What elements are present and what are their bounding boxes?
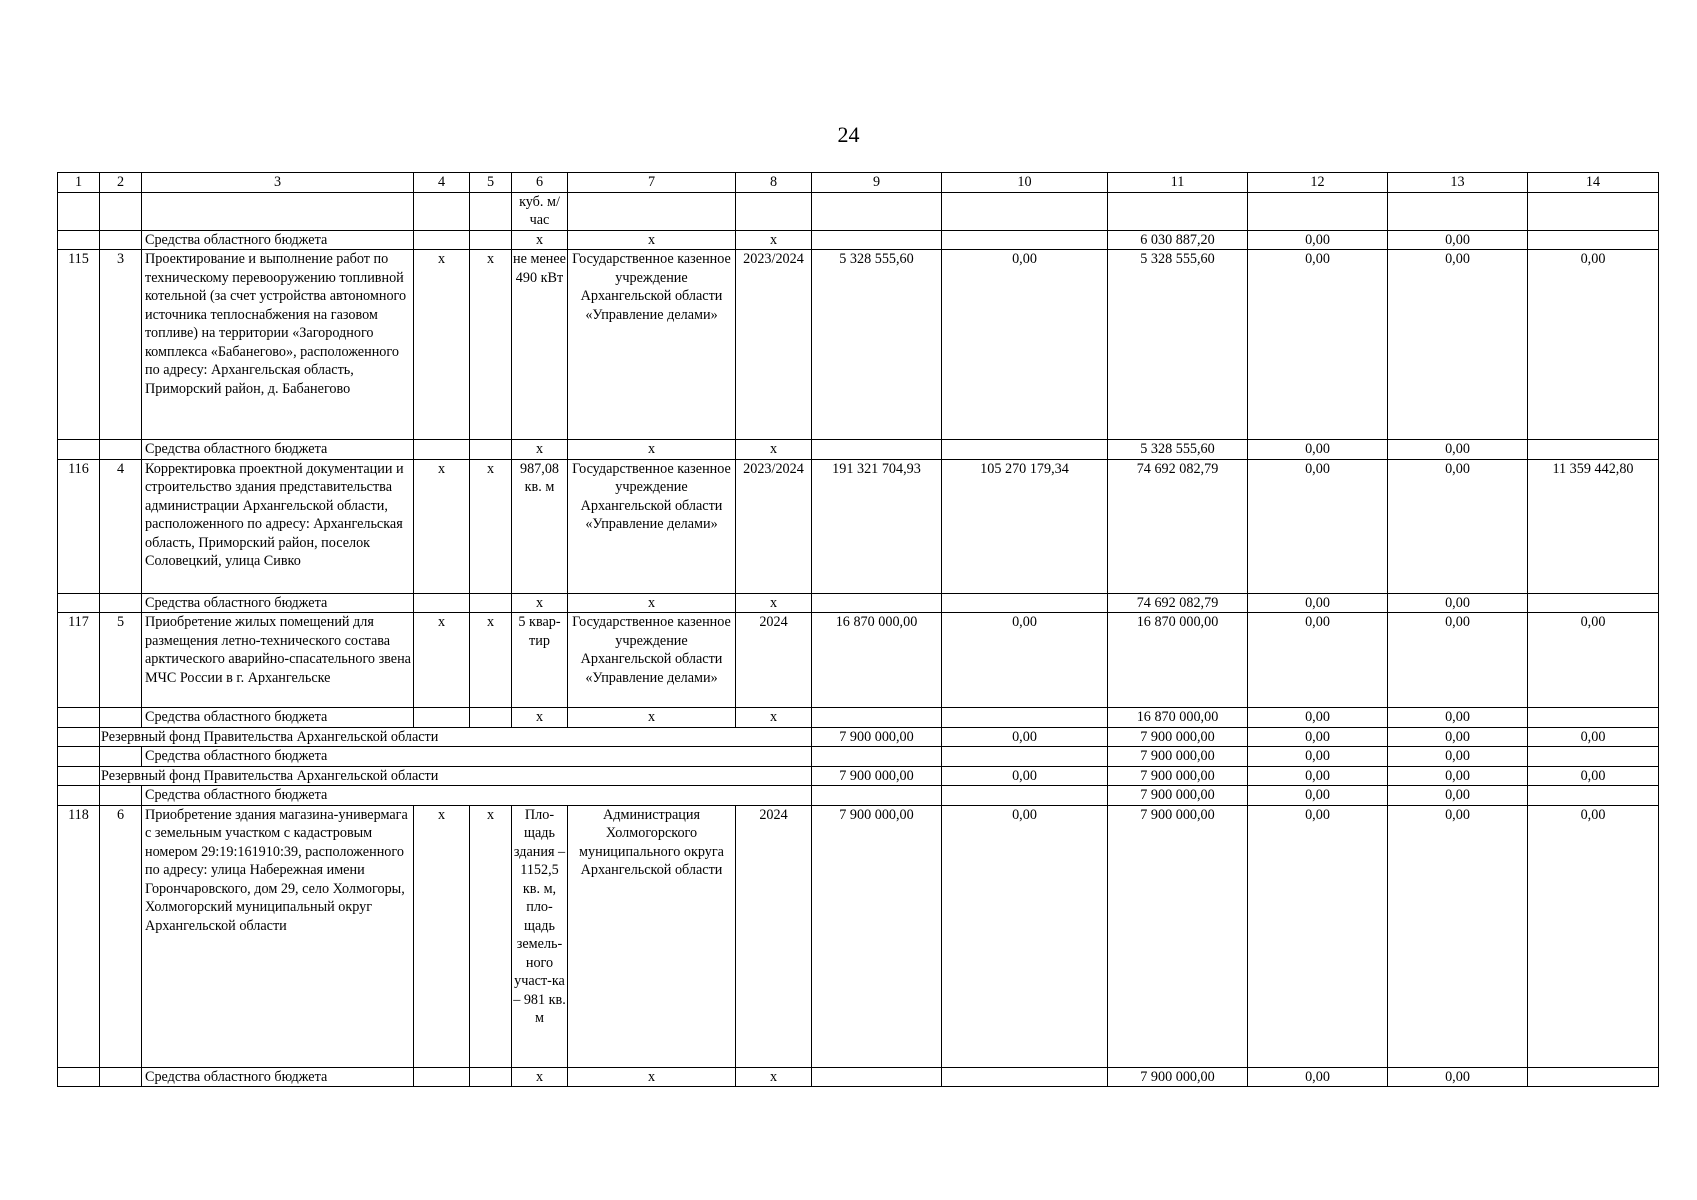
amount-cell: 7 900 000,00 — [1108, 1067, 1248, 1087]
amount-cell: 0,00 — [1388, 459, 1528, 593]
amount-cell: 0,00 — [942, 766, 1108, 786]
capacity-cell: 5 квар-тир — [512, 613, 568, 708]
amount-cell: 0,00 — [1528, 727, 1659, 747]
capacity-cell: Пло-щадь здания – 1152,5 кв. м, пло-щадь земель-ного участ-ка – 981 кв. м — [512, 805, 568, 1067]
amount-cell: 0,00 — [1248, 1067, 1388, 1087]
source-row — [58, 593, 1659, 613]
period-cell: 2024 — [736, 613, 812, 708]
col-header: 3 — [142, 173, 414, 193]
amount-cell: 0,00 — [1388, 766, 1528, 786]
source-row — [58, 786, 1659, 806]
col-header: 9 — [812, 173, 942, 193]
row-number: 117 — [58, 613, 100, 708]
x-mark: х — [414, 250, 470, 440]
x-mark: х — [736, 440, 812, 460]
amount-cell: 0,00 — [942, 805, 1108, 1067]
period-cell: 2023/2024 — [736, 459, 812, 593]
source-label: Средства областного бюджета — [142, 708, 414, 728]
table-row — [58, 459, 1659, 593]
x-mark: х — [568, 593, 736, 613]
item-number: 4 — [100, 459, 142, 593]
amount-cell: 0,00 — [1248, 230, 1388, 250]
amount-cell: 7 900 000,00 — [812, 727, 942, 747]
amount-cell: 0,00 — [1248, 250, 1388, 440]
amount-cell: 5 328 555,60 — [812, 250, 942, 440]
x-mark: х — [568, 1067, 736, 1087]
row-number: 116 — [58, 459, 100, 593]
amount-cell: 105 270 179,34 — [942, 459, 1108, 593]
amount-cell: 0,00 — [1248, 727, 1388, 747]
amount-cell: 7 900 000,00 — [1108, 727, 1248, 747]
customer-cell: Государственное казенное учреждение Архангельской области «Управление делами» — [568, 250, 736, 440]
x-mark: х — [568, 708, 736, 728]
amount-cell: 7 900 000,00 — [812, 805, 942, 1067]
amount-cell: 0,00 — [1388, 805, 1528, 1067]
reserve-fund-row — [58, 766, 1659, 786]
customer-cell: Государственное казенное учреждение Архангельской области «Управление делами» — [568, 613, 736, 708]
source-row — [58, 230, 1659, 250]
x-mark: х — [470, 805, 512, 1067]
source-row — [58, 708, 1659, 728]
source-row — [58, 1067, 1659, 1087]
reserve-fund-row — [58, 727, 1659, 747]
x-mark: х — [470, 459, 512, 593]
col-header: 10 — [942, 173, 1108, 193]
col-header: 7 — [568, 173, 736, 193]
customer-cell: Администрация Холмогорского муниципального округа Архангельской области — [568, 805, 736, 1067]
col-header: 12 — [1248, 173, 1388, 193]
amount-cell: 5 328 555,60 — [1108, 250, 1248, 440]
x-mark: х — [736, 1067, 812, 1087]
object-description: Приобретение жилых помещений для размещения летно-технического состава арктического аварийно-спасательного звена МЧС России в г. Архангельске — [142, 613, 414, 708]
reserve-fund-label: Резервный фонд Правительства Архангельской области — [100, 766, 812, 786]
capacity-cell: 987,08 кв. м — [512, 459, 568, 593]
amount-cell: 6 030 887,20 — [1108, 230, 1248, 250]
x-mark: х — [512, 440, 568, 460]
amount-cell: 0,00 — [1528, 250, 1659, 440]
amount-cell: 7 900 000,00 — [1108, 766, 1248, 786]
source-label: Средства областного бюджета — [142, 747, 812, 767]
amount-cell: 0,00 — [1388, 593, 1528, 613]
table-row — [58, 805, 1659, 1067]
source-row — [58, 440, 1659, 460]
amount-cell: 0,00 — [942, 727, 1108, 747]
page-number: 24 — [837, 122, 860, 147]
amount-cell: 0,00 — [1388, 1067, 1528, 1087]
table-row — [58, 250, 1659, 440]
amount-cell: 0,00 — [1248, 805, 1388, 1067]
amount-cell: 0,00 — [1388, 230, 1528, 250]
item-number: 3 — [100, 250, 142, 440]
item-number: 6 — [100, 805, 142, 1067]
source-label: Средства областного бюджета — [142, 230, 414, 250]
amount-cell: 16 870 000,00 — [812, 613, 942, 708]
row-number: 115 — [58, 250, 100, 440]
object-description: Приобретение здания магазина-универмага с земельным участком с кадастровым номером 29:19:161910:39, расположенного по адресу: улица Набережная имени Горончаровского, дом 29, село Холмогоры, Холмогорский муниципальный округ Архангельской области — [142, 805, 414, 1067]
amount-cell: 0,00 — [1248, 747, 1388, 767]
amount-cell: 0,00 — [1388, 747, 1528, 767]
column-number-row — [58, 173, 1659, 193]
x-mark: х — [736, 708, 812, 728]
col-header: 8 — [736, 173, 812, 193]
amount-cell: 0,00 — [1528, 613, 1659, 708]
amount-cell: 0,00 — [1248, 613, 1388, 708]
amount-cell: 0,00 — [1248, 708, 1388, 728]
amount-cell: 0,00 — [942, 250, 1108, 440]
source-label: Средства областного бюджета — [142, 593, 414, 613]
col-header: 2 — [100, 173, 142, 193]
amount-cell: 11 359 442,80 — [1528, 459, 1659, 593]
x-mark: х — [568, 440, 736, 460]
table-row — [58, 613, 1659, 708]
col-header: 5 — [470, 173, 512, 193]
x-mark: х — [414, 459, 470, 593]
col-header: 4 — [414, 173, 470, 193]
amount-cell: 0,00 — [1528, 766, 1659, 786]
amount-cell: 7 900 000,00 — [1108, 805, 1248, 1067]
amount-cell: 0,00 — [1248, 593, 1388, 613]
source-label: Средства областного бюджета — [142, 440, 414, 460]
amount-cell: 7 900 000,00 — [1108, 747, 1248, 767]
amount-cell: 0,00 — [1248, 459, 1388, 593]
period-cell: 2023/2024 — [736, 250, 812, 440]
amount-cell: 16 870 000,00 — [1108, 613, 1248, 708]
amount-cell: 191 321 704,93 — [812, 459, 942, 593]
amount-cell: 7 900 000,00 — [812, 766, 942, 786]
x-mark: х — [512, 1067, 568, 1087]
amount-cell: 7 900 000,00 — [1108, 786, 1248, 806]
amount-cell: 0,00 — [1388, 440, 1528, 460]
amount-cell: 0,00 — [1388, 786, 1528, 806]
budget-table — [57, 172, 1659, 1087]
x-mark: х — [512, 230, 568, 250]
item-number: 5 — [100, 613, 142, 708]
x-mark: х — [512, 593, 568, 613]
col-header: 13 — [1388, 173, 1528, 193]
amount-cell: 0,00 — [1528, 805, 1659, 1067]
amount-cell: 16 870 000,00 — [1108, 708, 1248, 728]
source-row — [58, 747, 1659, 767]
x-mark: х — [568, 230, 736, 250]
col-header: 6 — [512, 173, 568, 193]
amount-cell: 0,00 — [1388, 727, 1528, 747]
x-mark: х — [736, 593, 812, 613]
customer-cell: Государственное казенное учреждение Архангельской области «Управление делами» — [568, 459, 736, 593]
period-cell: 2024 — [736, 805, 812, 1067]
amount-cell: 74 692 082,79 — [1108, 459, 1248, 593]
col-header: 14 — [1528, 173, 1659, 193]
amount-cell: 0,00 — [1248, 766, 1388, 786]
col-header: 11 — [1108, 173, 1248, 193]
capacity-cell: не менее 490 кВт — [512, 250, 568, 440]
object-description: Корректировка проектной документации и строительство здания представительства администрации Архангельской области, расположенного по адресу: Архангельская область, Приморский район, поселок Соловецкий, улица Сивко — [142, 459, 414, 593]
amount-cell: 0,00 — [1248, 786, 1388, 806]
amount-cell: 74 692 082,79 — [1108, 593, 1248, 613]
col-header: 1 — [58, 173, 100, 193]
amount-cell: 0,00 — [942, 613, 1108, 708]
x-mark: х — [414, 613, 470, 708]
amount-cell: 0,00 — [1388, 613, 1528, 708]
amount-cell: 0,00 — [1248, 440, 1388, 460]
x-mark: х — [470, 613, 512, 708]
source-label: Средства областного бюджета — [142, 786, 812, 806]
x-mark: х — [414, 805, 470, 1067]
table-row — [58, 192, 1659, 230]
amount-cell: 5 328 555,60 — [1108, 440, 1248, 460]
x-mark: х — [736, 230, 812, 250]
x-mark: х — [470, 250, 512, 440]
amount-cell: 0,00 — [1388, 708, 1528, 728]
source-label: Средства областного бюджета — [142, 1067, 414, 1087]
row-number: 118 — [58, 805, 100, 1067]
reserve-fund-label: Резервный фонд Правительства Архангельской области — [100, 727, 812, 747]
object-description: Проектирование и выполнение работ по техническому перевооружению топливной котельной (за счет устройства автономного источника теплоснабжения на газовом топливе) на территории «Загородного комплекса «Бабанегово», расположенного по адресу: Архангельская область, Приморский район, д. Бабанегово — [142, 250, 414, 440]
x-mark: х — [512, 708, 568, 728]
capacity-cell: куб. м/час — [512, 192, 568, 230]
amount-cell: 0,00 — [1388, 250, 1528, 440]
